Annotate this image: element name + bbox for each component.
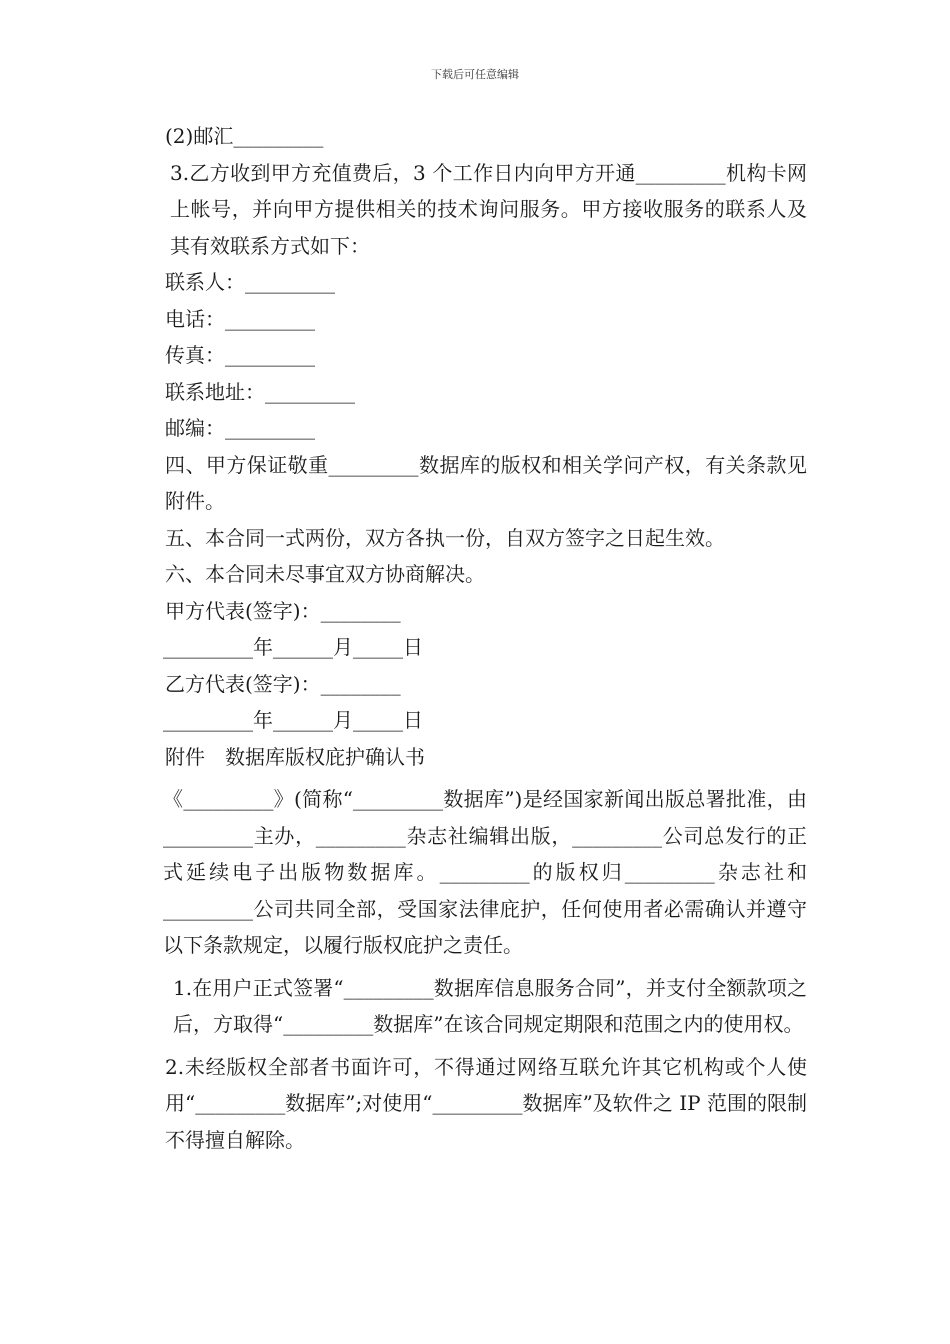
clause-five: 五、本合同一式两份，双方各执一份，自双方签字之日起生效。 <box>165 525 725 550</box>
contact-person-line: 联系人：_________ <box>165 270 335 294</box>
phone-line: 电话：_________ <box>165 306 315 331</box>
party-a-date: _________年______月_____日 <box>163 635 423 659</box>
page-header: 下载后可任意编辑 <box>431 68 519 81</box>
party-b-signature: 乙方代表(签字)：________ <box>165 671 401 696</box>
postcode-line: 邮编：_________ <box>165 416 315 440</box>
appendix-clause-1: 1.在用户正式签署“_________数据库信息服务合同”，并支付全额款项之后，方取得“_________数据库”在该合同规定期限和范围之内的使用权。 <box>173 975 807 1036</box>
remittance-line: (2)邮汇_________ <box>165 124 324 148</box>
clause-3: 3.乙方收到甲方充值费后，3 个工作日内向甲方开通_________机构卡网上帐号，并向甲方提供相关的技术询问服务。甲方接收服务的联系人及其有效联系方式如下： <box>170 160 807 258</box>
appendix-intro: 《_________》(简称“_________数据库”)是经国家新闻出版总署批准，由_________主办，_________杂志社编辑出版，_________公司总发行的正式延续电子出版物数据库。_________的版权归_________杂志社和_________公司共同全部，受国家法律庇护，任何使用者必需确认并遵守以下条款规定，以履行版权庇护之责任。 <box>163 787 807 957</box>
appendix-clause-2: 2.未经版权全部者书面许可，不得通过网络互联允许其它机构或个人使用“_________数据库”;对使用“_________数据库”及软件之 IP 范围的限制不得擅自解除。 <box>165 1054 807 1152</box>
clause-six: 六、本合同未尽事宜双方协商解决。 <box>165 562 485 586</box>
fax-line: 传真：_________ <box>165 343 315 367</box>
address-line: 联系地址：_________ <box>165 379 355 404</box>
appendix-title: 附件 数据库版权庇护确认书 <box>165 744 425 769</box>
document-body <box>145 118 807 1158</box>
party-a-signature: 甲方代表(签字)：________ <box>165 598 401 623</box>
party-b-date: _________年______月_____日 <box>163 708 423 732</box>
clause-four: 四、甲方保证敬重_________数据库的版权和相关学问产权，有关条款见附件。 <box>165 452 807 513</box>
